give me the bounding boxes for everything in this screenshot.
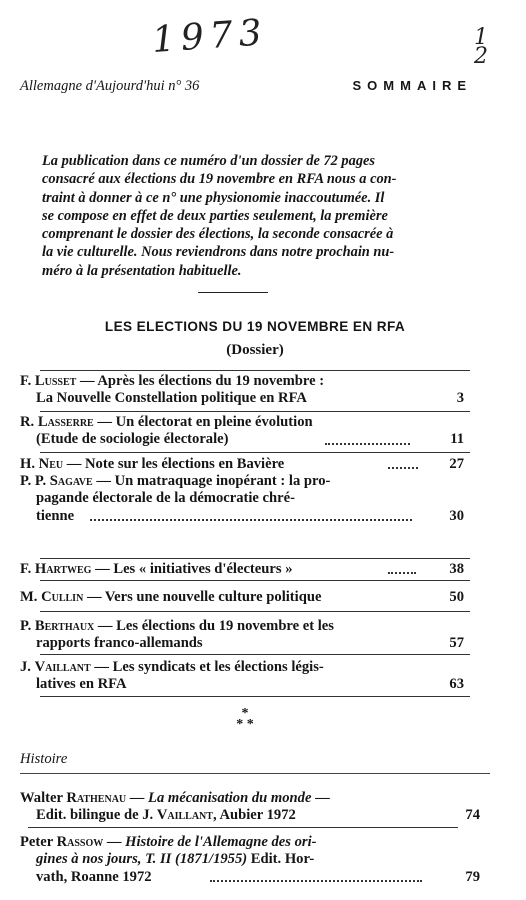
page-number: 79 — [465, 868, 480, 885]
divider-line — [28, 827, 458, 828]
toc-line — [20, 807, 500, 824]
author-name: Hartweg — [34, 561, 92, 577]
page-number: 50 — [449, 589, 464, 605]
toc-entry — [20, 561, 500, 578]
entry-title: — Les syndicats et les élections légis- — [94, 659, 324, 675]
author-initial: H. — [20, 456, 39, 472]
page-number: 11 — [450, 431, 464, 448]
book-title: gines à nos jours, T. II (1871/1955) — [36, 851, 248, 868]
book-title: La mécanisation du monde — [148, 790, 312, 806]
intro-line: comprenant le dossier des élections, la seconde consacrée à — [42, 226, 394, 243]
toc-line — [20, 456, 500, 473]
sommaire-heading: SOMMAIRE — [352, 78, 472, 93]
divider-line — [40, 452, 470, 453]
toc-line — [20, 373, 500, 390]
intro-line: consacré aux élections du 19 novembre en RFA nous a con- — [42, 171, 397, 188]
author-name: Rathenau — [66, 790, 127, 806]
intro-line: méro à la présentation habituelle. — [42, 262, 242, 279]
author-name: Berthaux — [34, 618, 95, 634]
toc-line — [20, 473, 500, 490]
author-initial: M. — [20, 589, 42, 605]
page-number: 63 — [449, 676, 464, 693]
author-initial: R. — [20, 414, 38, 430]
entry-title: (Etude de sociologie électorale) — [36, 431, 229, 448]
fraction-bottom-label: 2 — [474, 44, 488, 69]
entry-title: — Un matraquage inopérant : la pro- — [96, 473, 331, 489]
toc-line: Walter Rathenau — La mécanisation du monde — — [20, 790, 330, 806]
toc-line — [20, 431, 500, 448]
toc-entry — [20, 659, 500, 694]
entry-title: — Les « initiatives d'électeurs » — [95, 561, 293, 577]
leader-dots — [210, 880, 422, 882]
book-title: Histoire de l'Allemagne des ori- — [125, 834, 317, 850]
entry-title: — Les élections du 19 novembre et les — [97, 618, 334, 634]
intro-line: La publication dans ce numéro d'un dossier de 72 pages — [42, 153, 376, 169]
separator-rule — [198, 292, 268, 293]
intro-line: la vie culturelle. Nous reviendrons dans notre prochain nu- — [42, 244, 395, 261]
author-initial: F. — [20, 561, 35, 577]
toc-line — [20, 869, 500, 886]
handwritten-year: 1973 — [150, 12, 269, 61]
toc-entry — [20, 618, 500, 653]
divider-line — [40, 611, 470, 612]
entry-title: rapports franco-allemands — [36, 635, 203, 652]
author-name: Lusset — [34, 373, 77, 389]
histoire-entry — [20, 834, 500, 886]
entry-title: — Un électorat en pleine évolution — [97, 414, 313, 430]
toc-entry — [20, 456, 500, 473]
journal-issue: Allemagne d'Aujourd'hui n° 36 — [20, 78, 200, 94]
leader-dots — [388, 572, 416, 574]
author-initial: J. — [20, 659, 35, 675]
author-initial: F. — [20, 373, 35, 389]
page-number: 30 — [449, 507, 464, 524]
toc-entry — [20, 473, 500, 525]
author-initial: P. P. — [20, 473, 50, 489]
editor-name: Vaillant — [156, 807, 213, 824]
toc-line — [20, 635, 500, 652]
leader-dots — [90, 519, 412, 521]
divider-line — [40, 370, 470, 371]
author-name: Sagave — [49, 473, 93, 489]
asterism-ornament: * * * — [236, 706, 254, 732]
fraction-numerator: 1 — [474, 25, 488, 50]
entry-title: La Nouvelle Constellation politique en RFA — [36, 390, 307, 407]
histoire-heading: Histoire — [20, 751, 68, 767]
author-name: Lasserre — [37, 414, 94, 430]
toc-line — [20, 589, 500, 606]
entry-title: tienne — [36, 507, 75, 524]
page-number: 27 — [449, 456, 464, 472]
publisher-info: , Aubier 1972 — [212, 807, 296, 824]
author-name: Vaillant — [34, 659, 91, 675]
leader-dots — [325, 443, 410, 445]
leader-dots — [388, 467, 418, 469]
toc-line: Peter Rassow — Histoire de l'Allemagne des ori- — [20, 834, 317, 850]
divider-line — [40, 558, 470, 559]
entry-title: — Note sur les élections en Bavière — [66, 456, 285, 472]
toc-entry — [20, 373, 500, 408]
intro-paragraph — [42, 152, 470, 280]
toc-line — [20, 414, 500, 431]
author-name: Rassow — [56, 834, 104, 850]
page-number: 38 — [449, 561, 464, 577]
divider-line — [40, 696, 470, 697]
page-number: 3 — [456, 390, 464, 407]
author-first-name: Peter — [20, 834, 57, 850]
toc-line — [20, 561, 500, 578]
divider-line — [40, 411, 470, 412]
publisher-info: Edit. Hor- — [247, 851, 315, 868]
handwritten-fraction — [474, 25, 488, 69]
divider-line — [20, 773, 490, 774]
toc-entry — [20, 414, 500, 449]
divider-line — [40, 580, 470, 581]
page-number: 57 — [449, 635, 464, 652]
page-number: 74 — [465, 807, 480, 824]
intro-line: se compose en effet de deux parties seulement, la première — [42, 207, 388, 224]
section-subtitle: (Dossier) — [226, 342, 284, 358]
author-name: Cullin — [41, 589, 84, 605]
author-first-name: Walter — [20, 790, 67, 806]
toc-line — [20, 676, 500, 693]
toc-line — [20, 851, 500, 868]
histoire-entry — [20, 790, 500, 825]
entry-title: pagande électorale de la démocratie chré- — [36, 490, 295, 507]
edition-info: Edit. bilingue de J. — [36, 807, 157, 824]
entry-dash: — — [311, 790, 330, 806]
divider-line — [40, 654, 470, 655]
author-name: Neu — [38, 456, 64, 472]
intro-line: traint à donner à ce n° une physionomie inaccoutumée. Il — [42, 189, 385, 206]
section-title: LES ELECTIONS DU 19 NOVEMBRE EN RFA — [104, 319, 406, 334]
entry-title: latives en RFA — [36, 676, 127, 693]
toc-line — [20, 390, 500, 407]
publisher-info: vath, Roanne 1972 — [36, 868, 152, 885]
toc-line — [20, 659, 500, 676]
toc-line — [20, 490, 500, 507]
toc-entry — [20, 589, 500, 606]
entry-title: — Après les élections du 19 novembre : — [79, 373, 325, 389]
toc-line — [20, 618, 500, 635]
entry-title: — Vers une nouvelle culture politique — [86, 589, 322, 605]
author-initial: P. — [20, 618, 35, 634]
toc-line — [20, 508, 500, 525]
